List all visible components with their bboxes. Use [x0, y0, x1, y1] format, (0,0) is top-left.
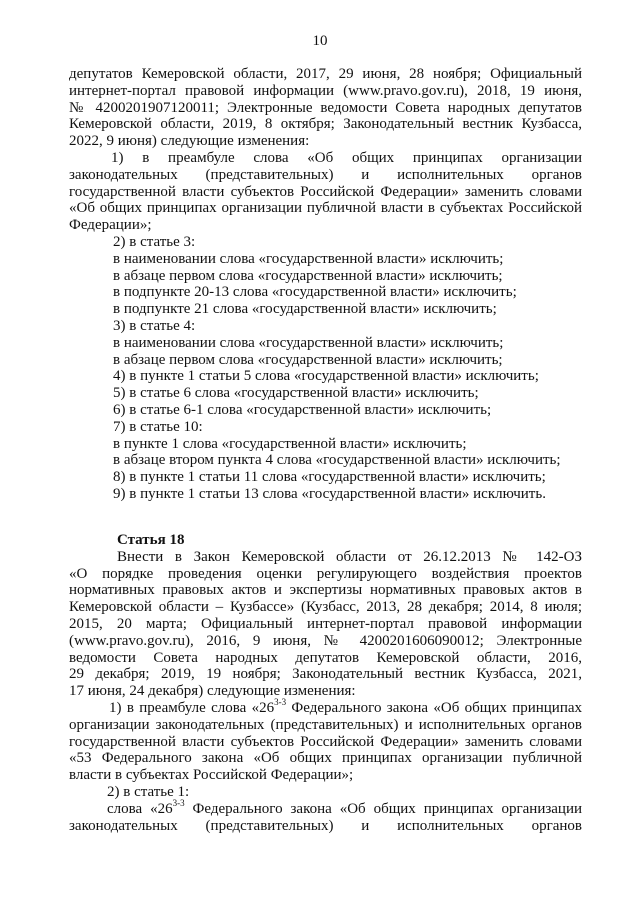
list-item: в подпункте 20-13 слова «государственной власти» исключить;: [113, 284, 517, 301]
article-heading: Статья 18: [117, 532, 185, 548]
text-line: депутатов Кемеровской области, 2017, 29 июня, 28 ноября; Официальный: [69, 66, 582, 82]
list-item: в абзаце первом слова «государственной власти» исключить;: [113, 351, 503, 368]
text-line: законодательных (представительных) и исполнительных органов: [69, 817, 582, 834]
text-fragment: Федерального закона «Об общих принципах организации: [184, 800, 583, 817]
text-line: «О порядке проведения оценки регулирующего воздействия проектов: [69, 565, 582, 582]
text-line: Кемеровской области – Кузбассе» (Кузбасс, 2013, 28 декабря; 2014, 8 июля;: [69, 599, 582, 616]
amendment-list: [69, 234, 582, 503]
text-line: государственной власти субъектов Российской Федерации» заменить словами: [69, 733, 582, 750]
text-line: [69, 696, 583, 717]
list-item: в абзаце первом слова «государственной власти» исключить;: [113, 267, 503, 284]
text-line: Внести в Закон Кемеровской области от 26.12.2013 № 142-ОЗ: [117, 548, 582, 565]
list-item: 3) в статье 4:: [113, 317, 196, 334]
list-item: в наименовании слова «государственной власти» исключить;: [113, 250, 504, 267]
amendments-continuation: [69, 66, 582, 503]
list-item: в абзаце втором пункта 4 слова «государственной власти» исключить;: [113, 452, 561, 469]
list-item: 4) в пункте 1 статьи 5 слова «государственной власти» исключить;: [113, 368, 539, 385]
list-item: в подпункте 21 слова «государственной власти» исключить;: [113, 301, 497, 318]
text-line: нормативных правовых актов и экспертизы нормативных правовых актов в: [69, 582, 582, 599]
text-line: № 4200201907120011; Электронные ведомости Совета народных депутатов: [69, 99, 582, 116]
text-line: [69, 797, 583, 818]
list-item: 7) в статье 10:: [113, 418, 203, 435]
list-item: 6) в статье 6-1 слова «государственной власти» исключить;: [113, 401, 492, 418]
list-item: в пункте 1 слова «государственной власти» исключить;: [113, 435, 467, 452]
text-line: (www.pravo.gov.ru), 2016, 9 июня, № 4200201606090012; Электронные: [69, 632, 582, 649]
text-line: 2015, 20 марта; Официальный интернет-портал правовой информации: [69, 615, 582, 632]
list-item: 2) в статье 1:: [107, 783, 190, 800]
text-line: власти в субъектах Российской Федерации»;: [69, 767, 354, 784]
list-item: 5) в статье 6 слова «государственной власти» исключить;: [113, 385, 479, 402]
text-line: Федерации»;: [69, 217, 152, 234]
superscript: 3-3: [274, 696, 287, 707]
text-fragment: слова «26: [107, 800, 173, 817]
article-18: [69, 532, 582, 834]
superscript: 3-3: [172, 797, 185, 808]
text-line: Кемеровской области, 2019, 8 октября; Законодательный вестник Кузбасса,: [69, 116, 582, 133]
text-line: «53 Федерального закона «Об общих принципах организации публичной: [69, 750, 582, 767]
page-number: 10: [312, 33, 328, 49]
text-line: 2022, 9 июня) следующие изменения:: [69, 133, 310, 150]
text-line: 17 июня, 24 декабря) следующие изменения:: [69, 683, 356, 700]
text-line: интернет-портал правовой информации (www.pravo.gov.ru), 2018, 19 июня,: [69, 82, 582, 99]
text-line: государственной власти субъектов Российской Федерации» заменить словами: [69, 183, 582, 200]
text-line: законодательных (представительных) и исполнительных органов: [69, 166, 582, 183]
list-item: 9) в пункте 1 статьи 13 слова «государственной власти» исключить.: [113, 485, 546, 502]
text-fragment: 1) в преамбуле слова «26: [109, 699, 275, 716]
text-line: 29 декабря; 2019, 19 ноября; Законодательный вестник Кузбасса, 2021,: [69, 666, 582, 683]
text-fragment: Федерального закона «Об общих принципах: [286, 699, 583, 716]
text-line: 1) в преамбуле слова «Об общих принципах организации: [111, 149, 582, 166]
list-item: в наименовании слова «государственной власти» исключить;: [113, 334, 504, 351]
text-line: организации законодательных (представительных) и исполнительных органов: [69, 716, 582, 733]
list-item: 8) в пункте 1 статьи 11 слова «государственной власти» исключить;: [113, 469, 546, 486]
list-item: 2) в статье 3:: [113, 233, 196, 250]
text-line: «Об общих принципах организации публичной власти в субъектах Российской: [69, 200, 582, 217]
text-line: ведомости Совета народных депутатов Кемеровской области, 2016,: [69, 649, 582, 666]
